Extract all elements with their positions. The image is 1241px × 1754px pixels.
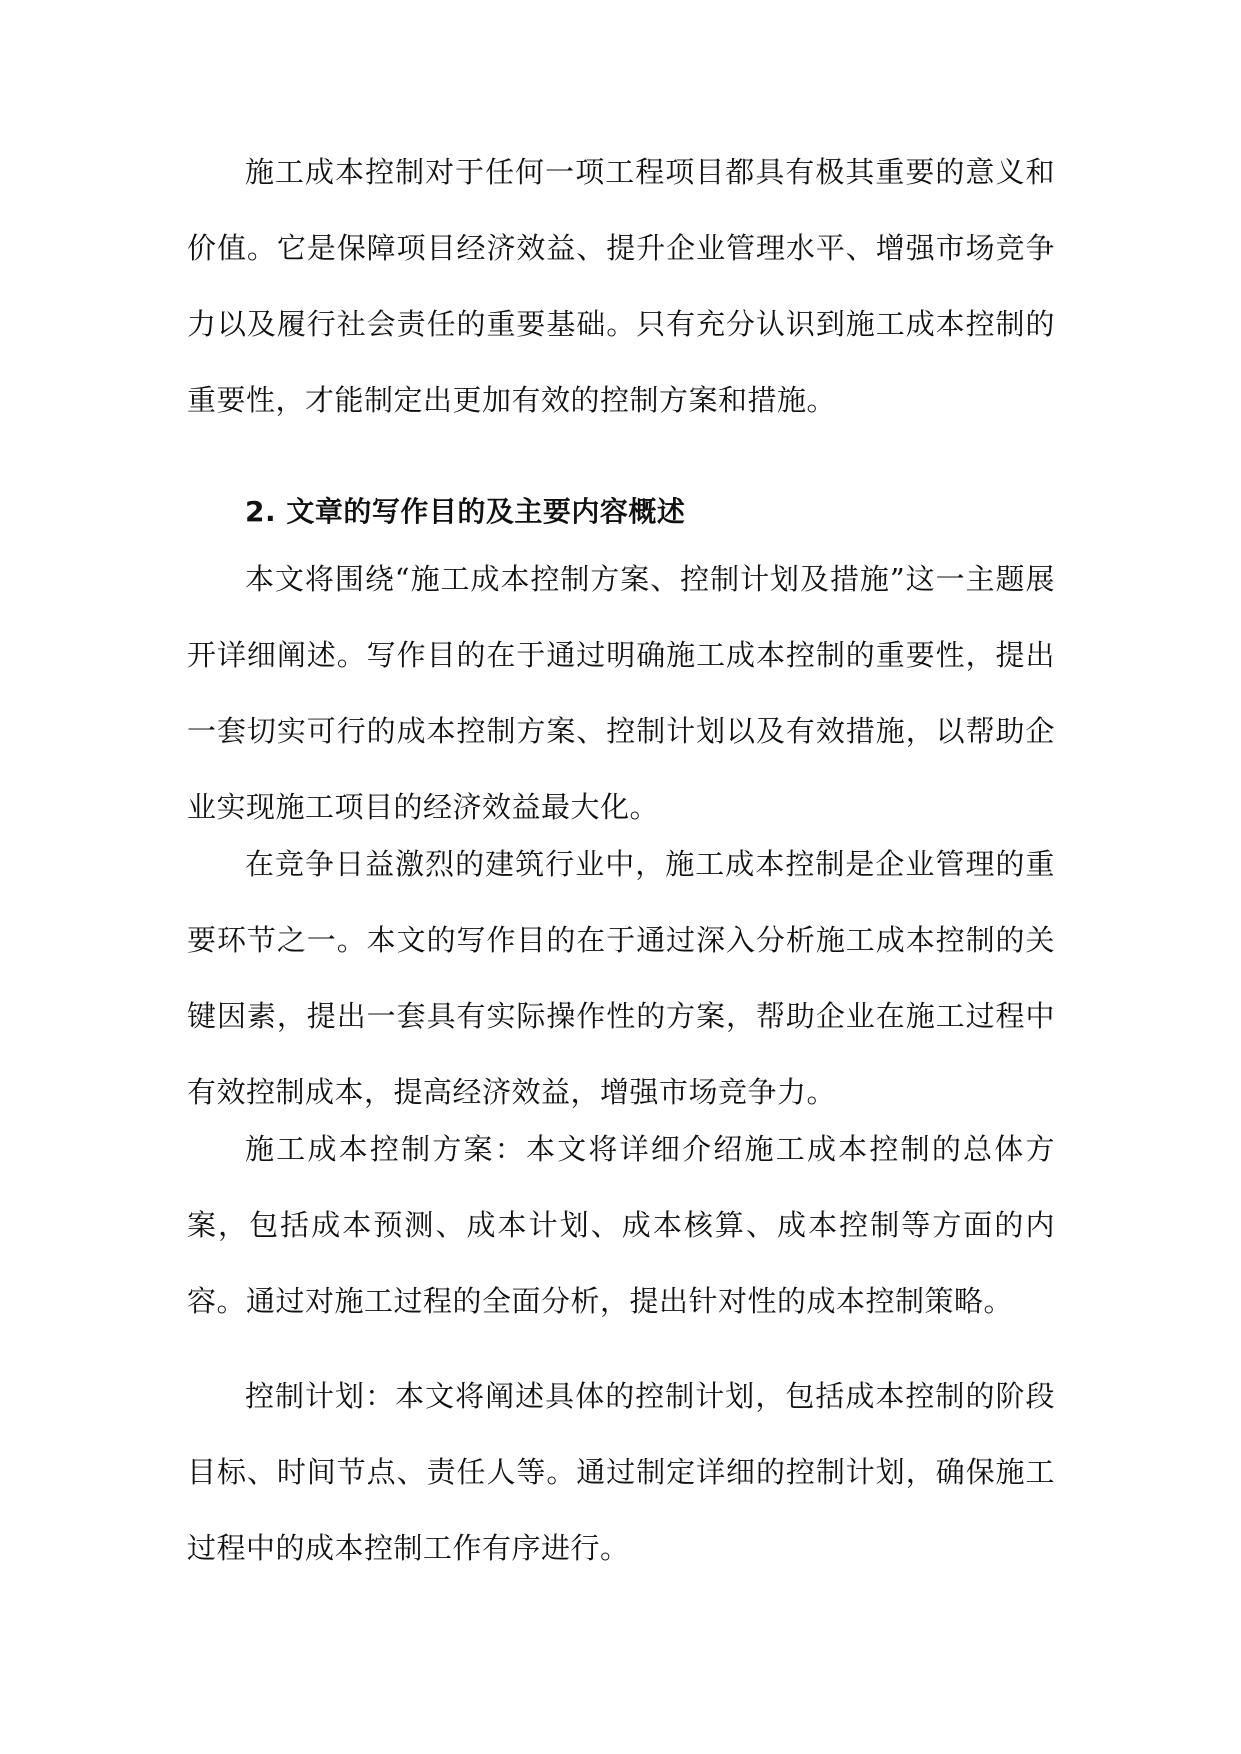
paragraph-control: 控制计划：本文将阐述具体的控制计划，包括成本控制的阶段目标、时间节点、责任人等。通过制定详细的控制计划，确保施工过程中的成本控制工作有序进行。: [187, 1379, 1055, 1565]
paragraph-importance: 施工成本控制对于任何一项工程项目都具有极其重要的意义和价值。它是保障项目经济效益、提升企业管理水平、增强市场竞争力以及履行社会责任的重要基础。只有充分认识到施工成本控制的重要性，才能制定出更加有效的控制方案和措施。: [187, 155, 1055, 417]
paragraph-industry: 在竞争日益激烈的建筑行业中，施工成本控制是企业管理的重要环节之一。本文的写作目的在于通过深入分析施工成本控制的关键因素，提出一套具有实际操作性的方案，帮助企业在施工过程中有效控制成本，提高经济效益，增强市场竞争力。: [187, 847, 1055, 1109]
paragraph-purpose: 本文将围绕“施工成本控制方案、控制计划及措施”这一主题展开详细阐述。写作目的在于通过明确施工成本控制的重要性，提出一套切实可行的成本控制方案、控制计划以及有效措施，以帮助企业实现施工项目的经济效益最大化。: [187, 562, 1055, 824]
section-heading: 2. 文章的写作目的及主要内容概述: [245, 495, 686, 528]
paragraph-plan: 施工成本控制方案：本文将详细介绍施工成本控制的总体方案，包括成本预测、成本计划、成本核算、成本控制等方面的内容。通过对施工过程的全面分析，提出针对性的成本控制策略。: [187, 1132, 1055, 1318]
